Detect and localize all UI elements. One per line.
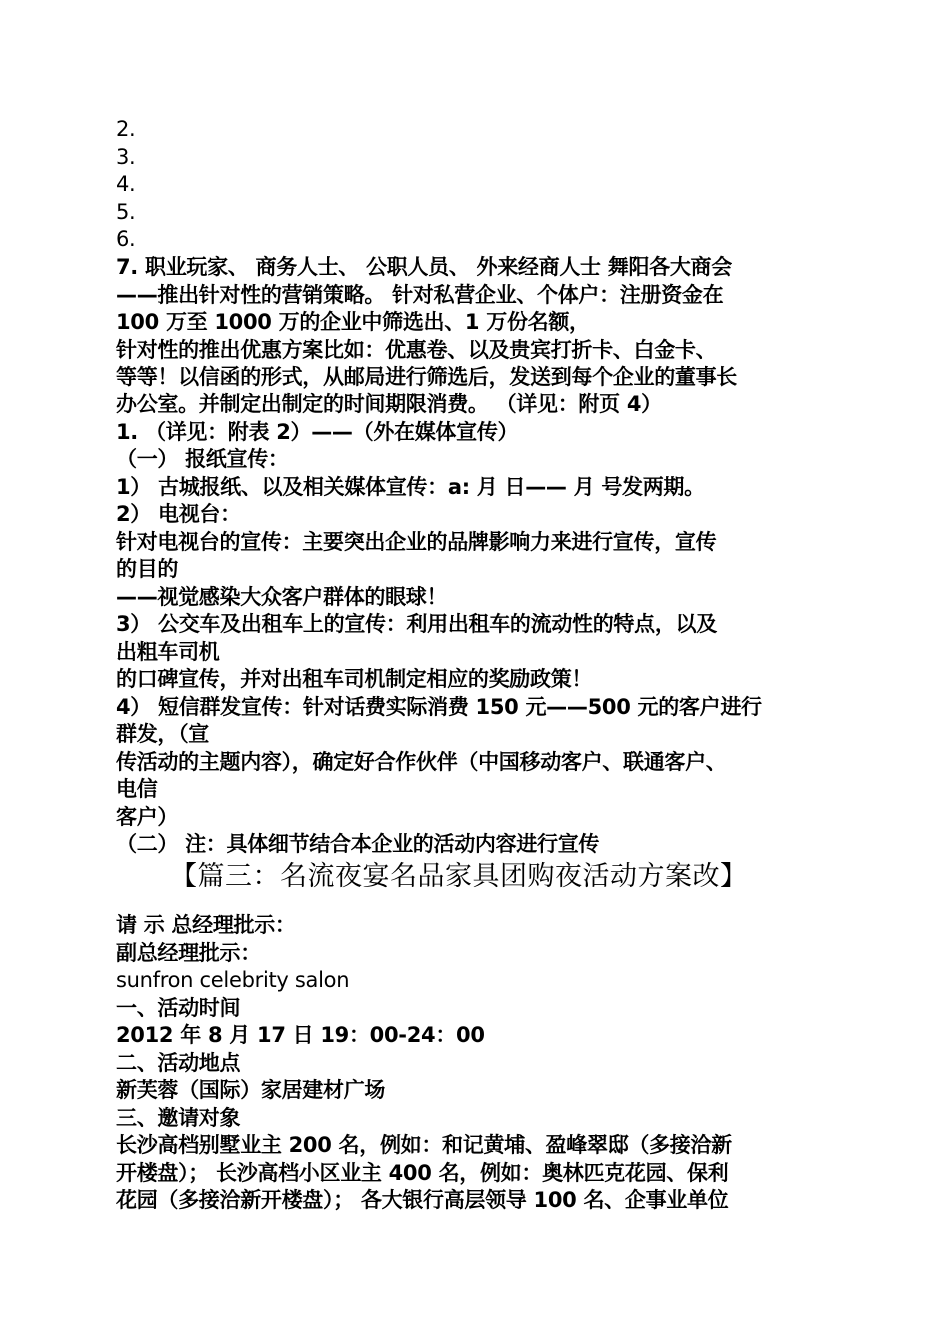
text-line: 2） 电视台： [116, 502, 241, 526]
text-line: 办公室。并制定出制定的时间期限消费。 （详见：附页 4） [116, 392, 662, 416]
text-line: 1. （详见：附表 2）——（外在媒体宣传） [116, 420, 519, 444]
text-line: 出粗车司机 [116, 640, 220, 664]
text-line: 电信 [116, 777, 158, 801]
text-line: 花园（多接洽新开楼盘）； 各大银行高层领导 100 名、企事业单位 [116, 1188, 729, 1212]
approval-line: 副总经理批示： [116, 941, 261, 965]
section-heading: 三、邀请对象 [116, 1106, 241, 1130]
text-line: ——视觉感染大众客户群体的眼球！ [116, 585, 448, 609]
approval-line: 请 示 总经理批示： [116, 913, 296, 937]
event-name: sunfron celebrity salon [116, 968, 350, 992]
text-line: 长沙高档别墅业主 200 名，例如：和记黄埔、盈峰翠邸（多接洽新 [116, 1133, 732, 1157]
list-number: 3. [116, 145, 136, 169]
text-line: 针对电视台的宣传：主要突出企业的品牌影响力来进行宣传，宣传 [116, 530, 717, 554]
text-line: 等等！以信函的形式，从邮局进行筛选后，发送到每个企业的董事长 [116, 365, 737, 389]
chapter-title: 【篇三：名流夜宴名品家具团购夜活动方案改】 [170, 861, 748, 892]
event-location: 新芙蓉（国际）家居建材广场 [116, 1078, 386, 1102]
section-heading: （一） 报纸宣传： [116, 447, 289, 471]
text-line: 1） 古城报纸、以及相关媒体宣传：a: 月 日—— 月 号发两期。 [116, 475, 705, 499]
text-line: 传活动的主题内容），确定好合作伙伴（中国移动客户、联通客户、 [116, 750, 727, 774]
event-time: 2012 年 8 月 17 日 19：00-24：00 [116, 1023, 485, 1047]
list-number: 2. [116, 117, 136, 141]
list-number: 5. [116, 200, 136, 224]
section-heading: （二） 注：具体细节结合本企业的活动内容进行宣传 [116, 832, 600, 856]
list-number: 6. [116, 227, 136, 251]
text-line: 4） 短信群发宣传：针对话费实际消费 150 元——500 元的客户进行 [116, 695, 762, 719]
text-line: 的目的 [116, 557, 179, 581]
text-line: 针对性的推出优惠方案比如：优惠卷、以及贵宾打折卡、白金卡、 [116, 338, 717, 362]
text-line: 7. 职业玩家、 商务人士、 公职人员、 外来经商人士 舞阳各大商会 [116, 255, 732, 279]
section-heading: 一、活动时间 [116, 996, 241, 1020]
text-line: 开楼盘）； 长沙高档小区业主 400 名，例如：奥林匹克花园、保利 [116, 1161, 729, 1185]
text-line: 3） 公交车及出租车上的宣传：利用出租车的流动性的特点，以及 [116, 612, 717, 636]
text-line: 客户） [116, 805, 179, 829]
text-line: 100 万至 1000 万的企业中筛选出、1 万份名额， [116, 310, 590, 334]
text-line: ——推出针对性的营销策略。 针对私营企业、个体户：注册资金在 [116, 283, 724, 307]
section-heading: 二、活动地点 [116, 1051, 241, 1075]
text-line: 群发，（宣 [116, 722, 209, 746]
list-number: 4. [116, 172, 136, 196]
text-line: 的口碑宣传，并对出租车司机制定相应的奖励政策！ [116, 667, 593, 691]
